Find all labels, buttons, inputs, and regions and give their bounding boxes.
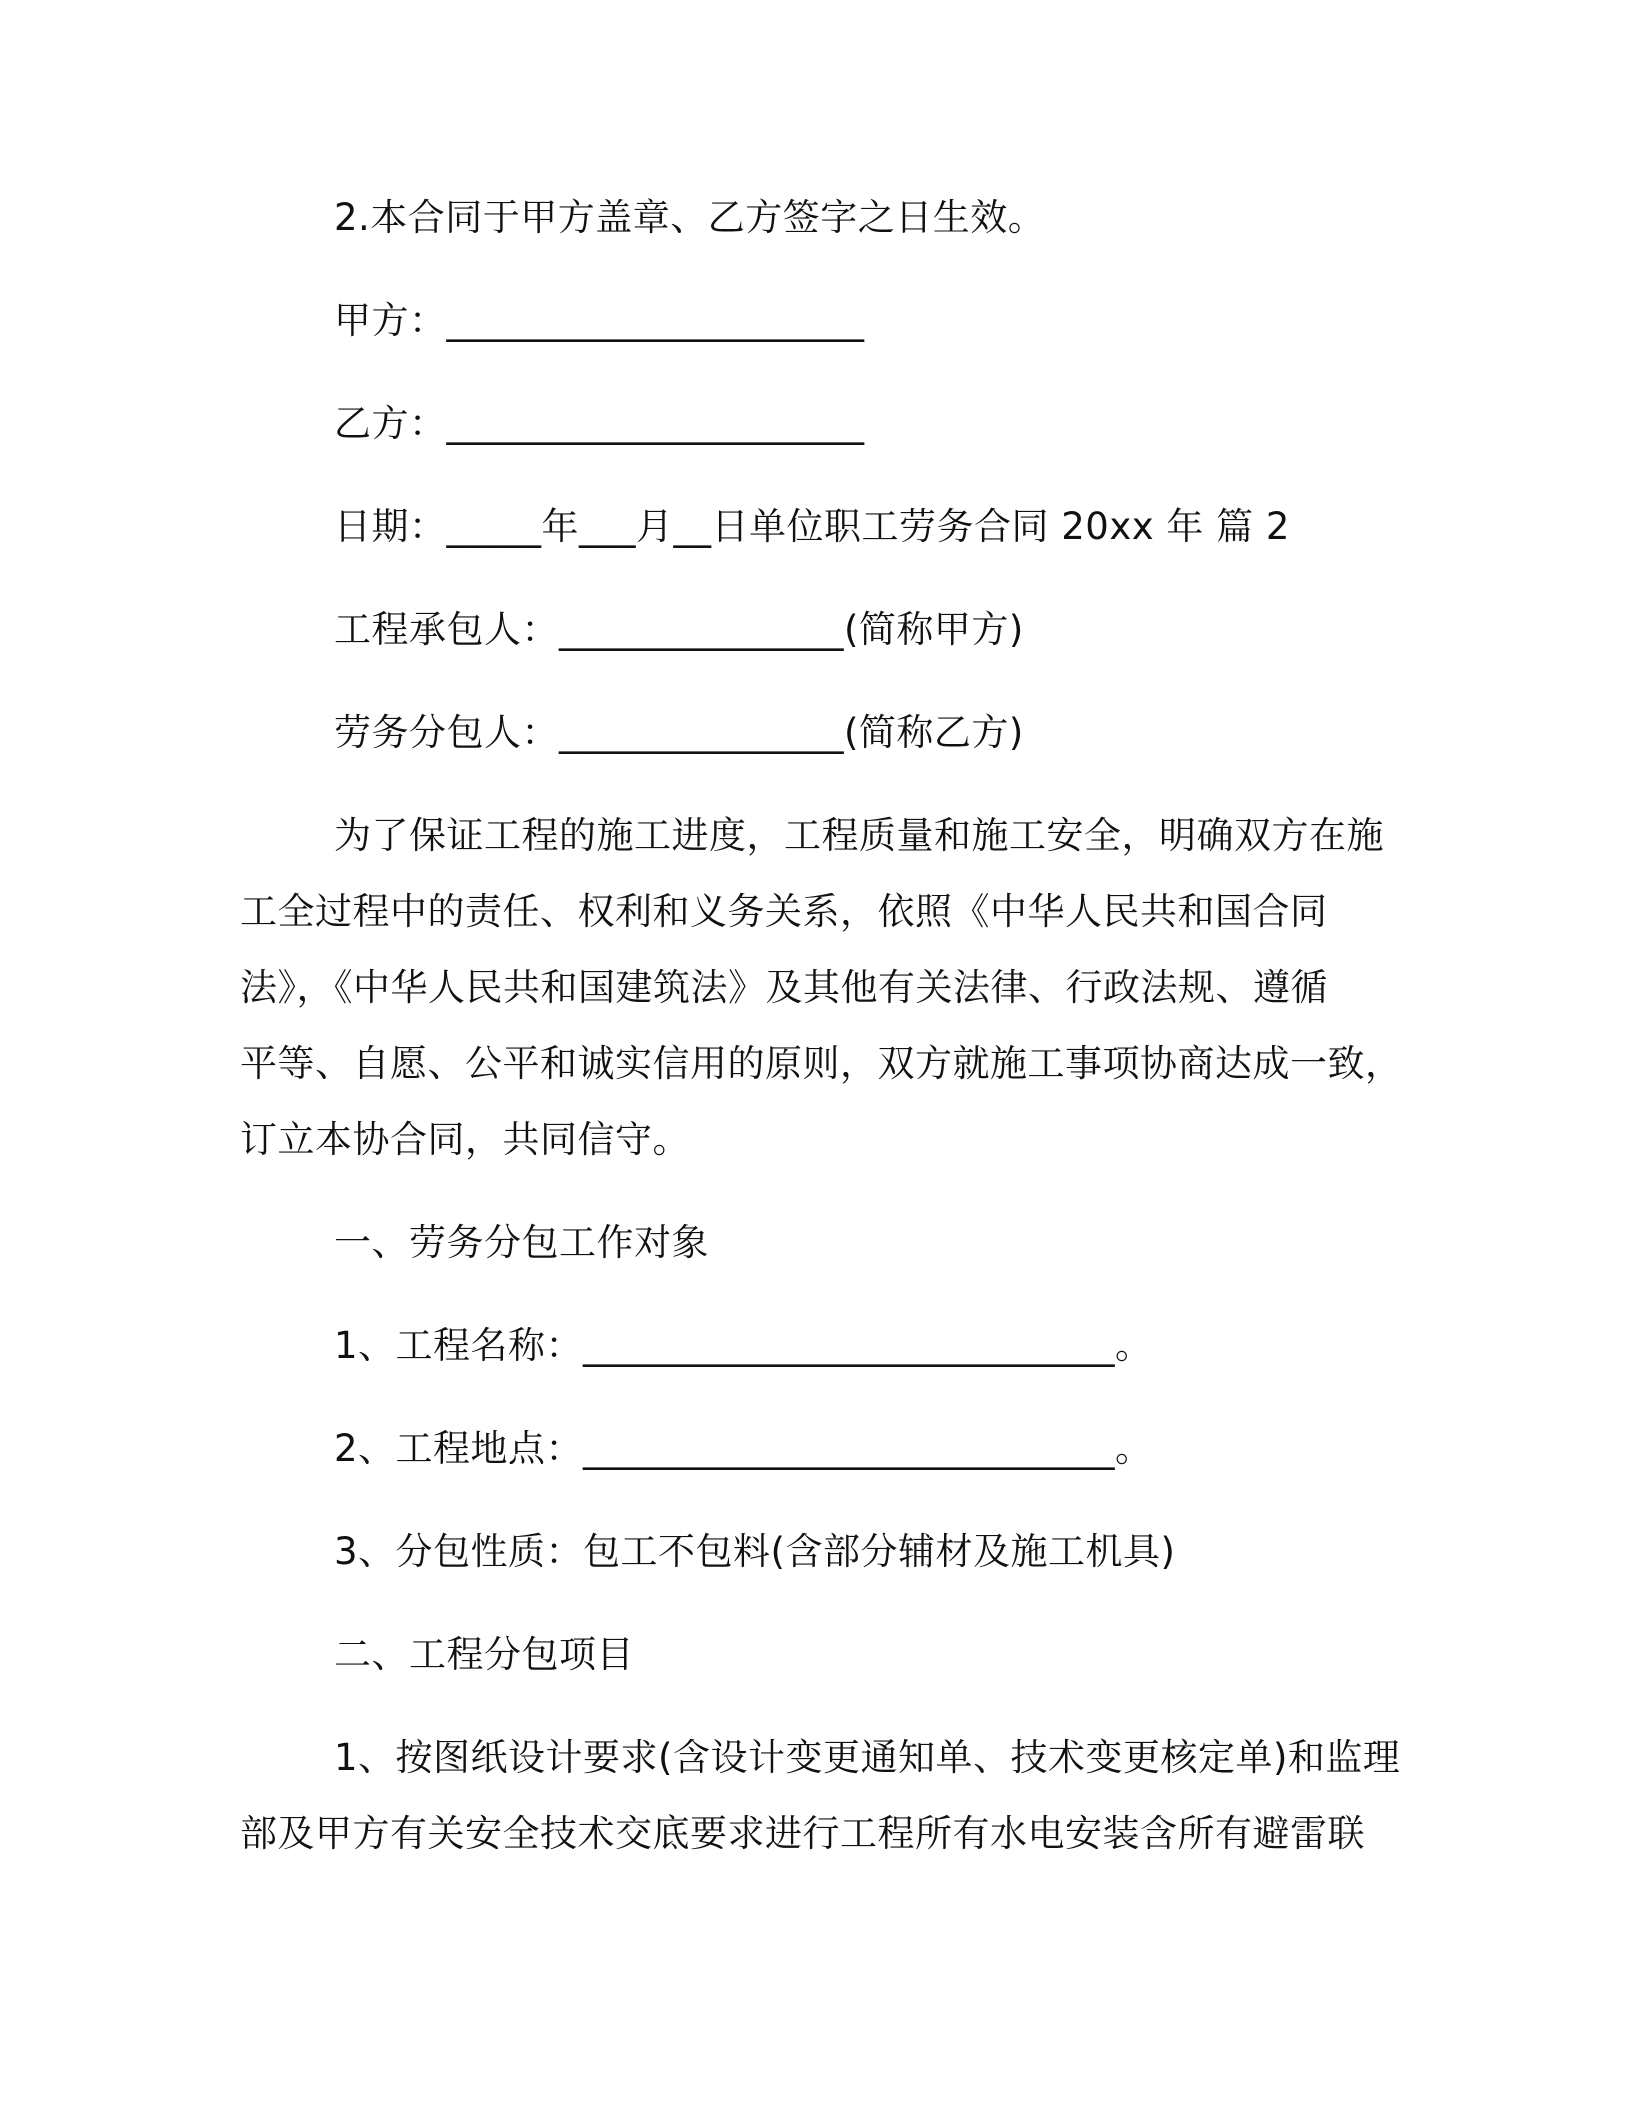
preamble-line-2: 工全过程中的责任、权利和义务关系，依照《中华人民共和国合同: [240, 890, 1328, 933]
project-name-line: 1、工程名称：____________________________。: [334, 1324, 1153, 1367]
effective-clause: 2.本合同于甲方盖章、乙方签字之日生效。: [334, 196, 1046, 239]
project-item-line-1: 1、按图纸设计要求(含设计变更通知单、技术变更核定单)和监理: [334, 1736, 1401, 1779]
project-item-line-2: 部及甲方有关安全技术交底要求进行工程所有水电安装含所有避雷联: [240, 1812, 1365, 1855]
preamble-line-4: 平等、自愿、公平和诚实信用的原则，双方就施工事项协商达成一致，: [240, 1042, 1403, 1085]
subcontract-nature-line: 3、分包性质：包工不包料(含部分辅材及施工机具): [334, 1530, 1176, 1573]
section-heading-2: 二、工程分包项目: [334, 1633, 634, 1676]
section-heading-1: 一、劳务分包工作对象: [334, 1221, 709, 1264]
party-b-signature-line: 乙方：______________________: [334, 402, 865, 445]
project-location-line: 2、工程地点：____________________________。: [334, 1427, 1153, 1470]
preamble-line-5: 订立本协合同，共同信守。: [240, 1118, 690, 1161]
party-a-signature-line: 甲方：______________________: [334, 299, 865, 342]
date-and-title-line: 日期：_____年___月__日单位职工劳务合同 20xx 年 篇 2: [334, 505, 1290, 548]
preamble-line-3: 法》，《中华人民共和国建筑法》及其他有关法律、行政法规、遵循: [240, 966, 1328, 1009]
preamble-line-1: 为了保证工程的施工进度，工程质量和施工安全，明确双方在施: [334, 814, 1384, 857]
contractor-line: 工程承包人：_______________(简称甲方): [334, 608, 1024, 651]
subcontractor-line: 劳务分包人：_______________(简称乙方): [334, 711, 1024, 754]
